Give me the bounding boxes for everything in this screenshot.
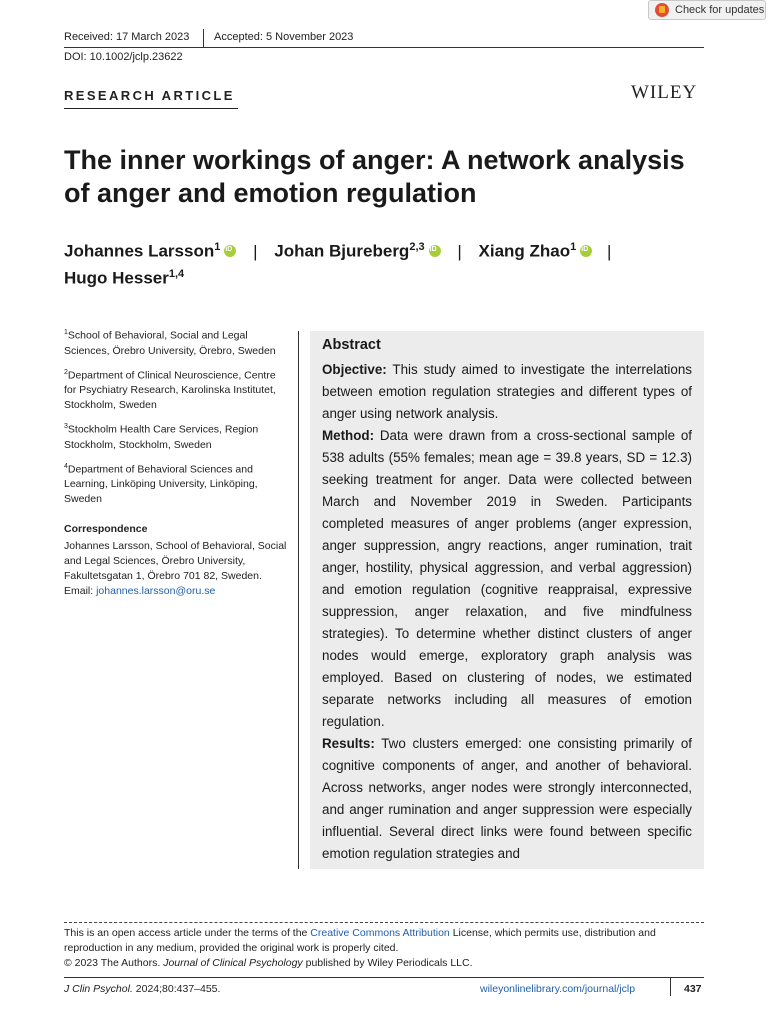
author-separator: | bbox=[457, 241, 462, 261]
cc-license-link[interactable]: Creative Commons Attribution bbox=[310, 927, 450, 939]
article-type: RESEARCH ARTICLE bbox=[64, 88, 235, 103]
affiliations bbox=[64, 325, 290, 599]
orcid-icon[interactable] bbox=[224, 245, 236, 257]
author-affil-sup: 1 bbox=[214, 241, 221, 253]
author-name[interactable]: Johan Bjureberg bbox=[274, 241, 410, 261]
article-title bbox=[64, 144, 724, 210]
author-name[interactable]: Xiang Zhao bbox=[478, 241, 571, 261]
received-date: Received: 17 March 2023 bbox=[64, 31, 190, 43]
author-affil-sup: 2,3 bbox=[409, 241, 425, 253]
column-divider bbox=[298, 331, 299, 869]
abstract-heading: Abstract bbox=[322, 337, 381, 353]
affiliation-item: $^1$School of Behavioral, Social and Legal Sciences, Örebro University, Örebro, Sweden bbox=[64, 329, 276, 357]
affiliation-item: $^3$Stockholm Health Care Services, Region Stockholm, Stockholm, Sweden bbox=[64, 423, 259, 451]
check-updates-label: Check for updates bbox=[675, 4, 765, 16]
check-for-updates-button[interactable] bbox=[648, 0, 766, 20]
crossmark-icon bbox=[655, 3, 669, 17]
orcid-icon[interactable] bbox=[580, 245, 592, 257]
journal-url-link[interactable]: wileyonlinelibrary.com/journal/jclp bbox=[480, 983, 636, 995]
abstract-objective: Objective: This study aimed to investigate the interrelations between emotion regulation strategies and different types of anger using network analysis. bbox=[322, 362, 692, 421]
abstract-results: Results: Two clusters emerged: one consisting primarily of cognitive components of anger, and another of behavioral. Across networks, anger nodes were strongly interconnected, and anger rumination and anger suppression were especially influential. Several direct links were found between specific emotion regulation strategies and bbox=[322, 736, 692, 861]
page-number: 437 bbox=[684, 983, 702, 995]
correspondence-body: Johannes Larsson, School of Behavioral, Social and Legal Sciences, Örebro University, Fakultetsgatan 1, Örebro 701 82, Sweden. Email: johannes.larsson@oru.se bbox=[64, 540, 287, 597]
wiley-logo[interactable]: WILEY bbox=[631, 82, 698, 103]
footer-divider bbox=[670, 978, 671, 996]
abstract-method: Method: Data were drawn from a cross-sectional sample of 538 adults (55% females; mean age = 39.8 years, SD = 12.3) seeking treatment for anger. Data were collected between March and November 2019 in Sweden. Participants completed measures of anger problems (anger expression, anger suppression, angry reactions, anger rumination, trait anger, hostility, physical aggression, and verbal aggression) and emotion regulation (cognitive reappraisal, expressive suppression, anger relaxation, and five mindfulness strategies). To determine whether distinct clusters of anger nodes would emerge, exploratory graph analysis was employed. Based on clustering of nodes, we estimated separate networks including all measures of emotion regulation. bbox=[322, 428, 692, 729]
email-link[interactable]: johannes.larsson@oru.se bbox=[96, 585, 216, 597]
author-separator: | bbox=[607, 241, 612, 261]
title-line-1: The inner workings of anger: A network analysis bbox=[64, 145, 685, 175]
author-affil-sup: 1,4 bbox=[168, 268, 185, 280]
header-rule bbox=[64, 47, 704, 48]
section-underline bbox=[64, 108, 238, 109]
author-list bbox=[64, 241, 621, 262]
affiliation-item: $^2$Department of Clinical Neuroscience, Centre for Psychiatry Research, Karolinska Institutet, Stockholm, Sweden bbox=[64, 368, 276, 411]
author-affil-sup: 1 bbox=[570, 241, 577, 253]
orcid-icon[interactable] bbox=[429, 245, 441, 257]
accepted-date: Accepted: 5 November 2023 bbox=[214, 31, 354, 43]
citation: J Clin Psychol. 2024;80:437–455. bbox=[64, 983, 221, 995]
license-text: This is an open access article under the terms of the Creative Commons Attribution License, which permits use, distribution and reproduction in any medium, provided the original work is properly cited. © 2023 The Authors. Journal of Clinical Psychology published by Wiley Periodicals LLC. bbox=[64, 927, 656, 969]
header-divider bbox=[203, 29, 204, 47]
footer-rule bbox=[64, 977, 704, 978]
title-line-2: of anger and emotion regulation bbox=[64, 178, 477, 208]
doi[interactable]: DOI: 10.1002/jclp.23622 bbox=[64, 51, 183, 63]
affiliation-item: $^4$Department of Behavioral Sciences and Learning, Linköping University, Linköping, Sweden bbox=[64, 462, 258, 505]
license-rule bbox=[64, 922, 704, 923]
correspondence-heading: Correspondence bbox=[64, 523, 148, 535]
author-list-line-2 bbox=[64, 268, 184, 289]
abstract-body bbox=[322, 359, 692, 865]
author-name[interactable]: Hugo Hesser bbox=[64, 268, 169, 288]
author-name[interactable]: Johannes Larsson bbox=[64, 241, 215, 261]
author-separator: | bbox=[253, 241, 258, 261]
